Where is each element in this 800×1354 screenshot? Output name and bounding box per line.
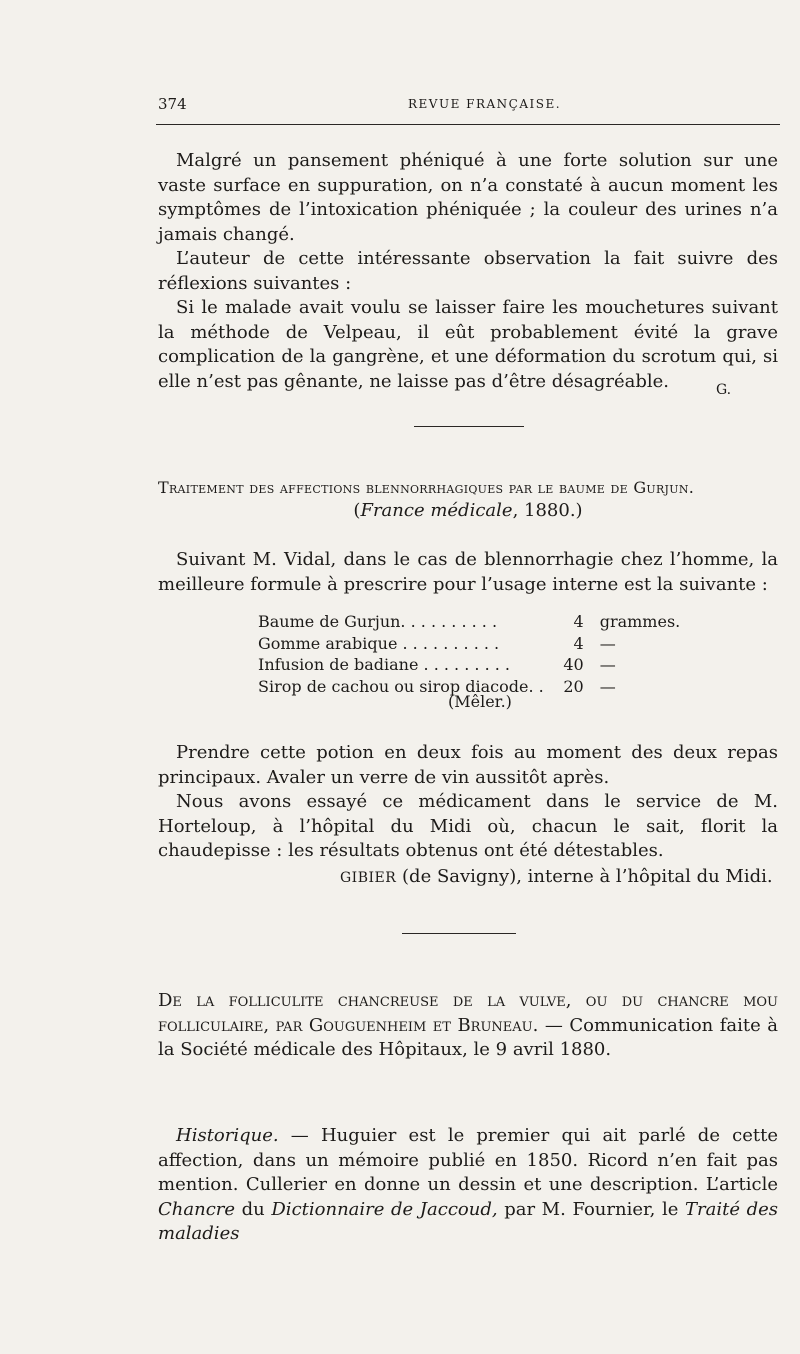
header-rule	[156, 124, 780, 125]
section-separator	[414, 426, 524, 427]
author-initial: G.	[716, 382, 732, 398]
paragraph-vidal: Suivant M. Vidal, dans le cas de blennorrhagie chez l’homme, la meilleure formule à prescrire pour l’usage interne est la suivante :	[158, 549, 778, 595]
recipe-table	[258, 611, 680, 697]
paragraph-malade: Si le malade avait voulu se laisser faire les mouchetures suivant la méthode de Velpeau, il eût probablement évité la grave complication de la gangrène, et une déformation du scrotum qui, si elle n’est pas gênante, ne laisse pas d’être désagréable.	[158, 297, 778, 392]
recipe-row: Infusion de badiane . . . . . . . . . 40 —	[258, 655, 616, 675]
recipe-row: Baume de Gurjun. . . . . . . . . . 4 grammes.	[258, 612, 681, 631]
recipe-row: Gomme arabique . . . . . . . . . . 4 —	[258, 633, 616, 653]
paragraph-pansement: Malgré un pansement phéniqué à une forte solution sur une vaste surface en suppuration, on n’a constaté à aucun moment les symptômes de l’intoxication phéniquée ; la couleur des urines n’a jamais changé.	[158, 150, 778, 245]
running-title: REVUE FRANÇAISE.	[408, 97, 562, 111]
article-signature: GIBIER (de Savigny), interne à l’hôpital du Midi.	[340, 866, 773, 887]
paragraph-essaye: Nous avons essayé ce médicament dans le service de M. Horteloup, à l’hôpital du Midi où, chacun le sait, florit la chaudepisse : les résultats obtenus ont été détestables.	[158, 791, 778, 862]
recipe-row: Sirop de cachou ou sirop diacode. . 20 —	[258, 676, 616, 696]
article-title-folliculite: De la folliculite chancreuse de la vulve, ou du chancre mou folliculaire, par Gouguenheim et Bruneau. — Communication faite à la Société médicale des Hôpitaux, le 9 avril 1880.	[158, 990, 778, 1061]
paragraph-historique: Historique. — Huguier est le premier qui ait parlé de cette affection, dans un mémoire publié en 1850. Ricord n’en fait pas mention. Cullerier en donne un dessin et une description. L’article Chancre du Dictionnaire de Jaccoud, par M. Fournier, le Traité des maladies	[158, 1125, 778, 1245]
article-source: (France médicale, 1880.)	[353, 500, 583, 521]
section-separator	[402, 933, 516, 934]
paragraph-auteur: L’auteur de cette intéressante observation la fait suivre des réflexions suivantes :	[158, 248, 778, 294]
recipe-instruction: (Mêler.)	[448, 692, 512, 711]
running-header	[158, 95, 780, 119]
article-title-gurjun: Traitement des affections blennorrhagiques par le baume de Gurjun.	[158, 478, 695, 497]
paragraph-prendre: Prendre cette potion en deux fois au moment des deux repas principaux. Avaler un verre de vin aussitôt après.	[158, 742, 778, 788]
page-number: 374	[158, 95, 187, 113]
